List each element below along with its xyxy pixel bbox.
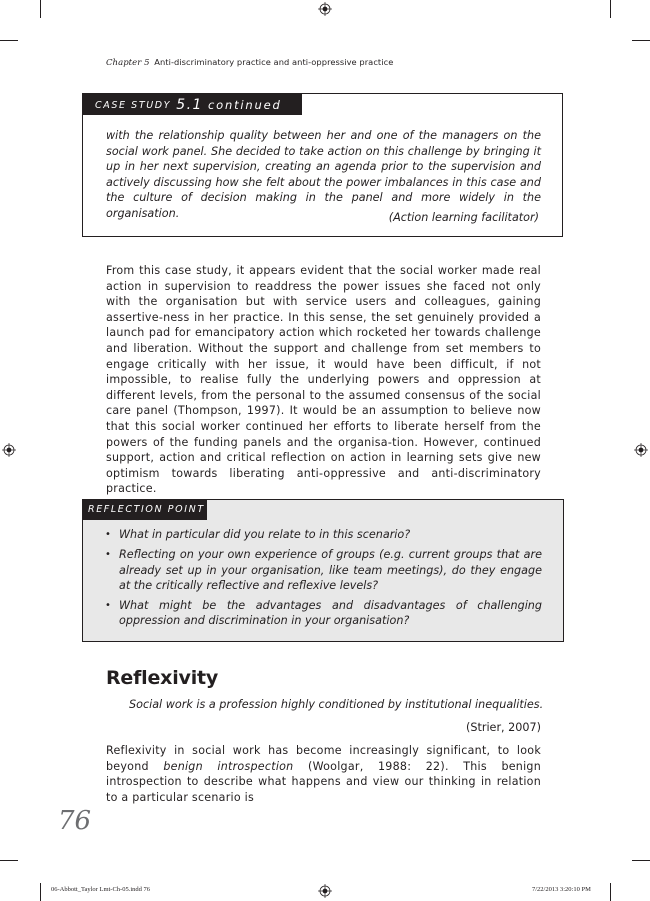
bullet-icon: • [105,600,111,612]
list-item-text: Reflecting on your own experience of groups (e.g. current groups that are already set up in your organisation, like team meetings), do they engage at the critically reflective and reflexive levels? [119,548,542,592]
case-study-box [82,93,563,237]
crop-mark [610,883,611,901]
crop-mark [632,860,650,861]
case-study-label-suffix: continued [208,98,282,112]
body-paragraph [106,743,541,805]
crop-mark [632,40,650,41]
registration-mark-icon [2,443,16,457]
case-study-label-prefix: CASE STUDY [95,100,172,111]
case-study-number: 5.1 [176,97,203,113]
page-number: 76 [58,806,92,836]
crop-mark [0,40,18,41]
list-item [105,598,542,629]
slug-file: 06-Abbott_Taylor Lmt-Ch-05.indd 76 [51,886,151,893]
epigraph-quote: Social work is a profession highly conditioned by institutional inequalities. [129,698,544,711]
paragraph-text: Reflexivity in social work has become increasingly significant, to look beyond [106,744,541,773]
bullet-icon: • [105,529,111,540]
body-paragraph: From this case study, it appears evident that the social worker made real action in supervision to readdress the power issues she faced not only with the organisation but with service users and colleagues, gaining assertive-ness in her practice. In this sense, the set genuinely provided a launch pad for emancipatory action which rocketed her towards challenge and liberation. Without the support and challenge from set members to engage critically with her issue, it would have been difficult, if not impossible, to realise fully the underlying powers and oppression at different levels, from the personal to the assumed consensus of the social care panel (Thompson, 1997). It would be an assumption to believe now that this social worker continued her efforts to liberate herself from the powers of the funding panels and the organisa-tion. However, continued support, action and critical reflection on action in learning sets give new optimism towards liberating anti-oppressive and anti-discriminatory practice. [106,264,541,496]
list-item [105,527,542,542]
crop-mark [610,0,611,18]
reflection-point-box [82,499,564,642]
registration-mark-icon [634,443,648,457]
bullet-icon: • [105,549,111,561]
slug-timestamp: 7/22/2013 3:20:10 PM [532,886,591,893]
header-title: Anti-discriminatory practice and anti-oppressive practice [154,57,394,67]
emphasis-text: benign introspection [163,759,294,773]
case-study-label [83,94,302,115]
registration-mark-icon [318,2,332,16]
header-chapter: Chapter 5 [106,58,150,68]
reflection-point-list [105,527,542,634]
running-header [106,57,393,68]
reflection-point-label: REFLECTION POINT [83,500,207,520]
case-study-text: with the relationship quality between her and one of the managers on the social work panel. She decided to take action on this challenge by bringing it up in her next supervision, creating an agenda prior to the supervision and actively discussing how she felt about the power imbalances in this case and the culture of decision making in the panel and more widely in the organisation. [106,129,541,220]
crop-mark [0,860,18,861]
paragraph-text: (Woolgar, 1988: 22). This benign introspection to describe what happens and view our thinking in relation to a particular scenario is [106,759,541,804]
case-study-attribution: (Action learning facilitator) [388,211,539,224]
registration-mark-icon [318,884,332,898]
crop-mark [40,0,41,18]
section-heading: Reflexivity [106,667,219,689]
list-item [105,547,542,593]
list-item-text: What in particular did you relate to in this scenario? [119,528,411,541]
crop-mark [40,883,41,901]
epigraph-citation: (Strier, 2007) [466,721,541,734]
list-item-text: What might be the advantages and disadvantages of challenging oppression and discrimination in your organisation? [119,599,542,628]
